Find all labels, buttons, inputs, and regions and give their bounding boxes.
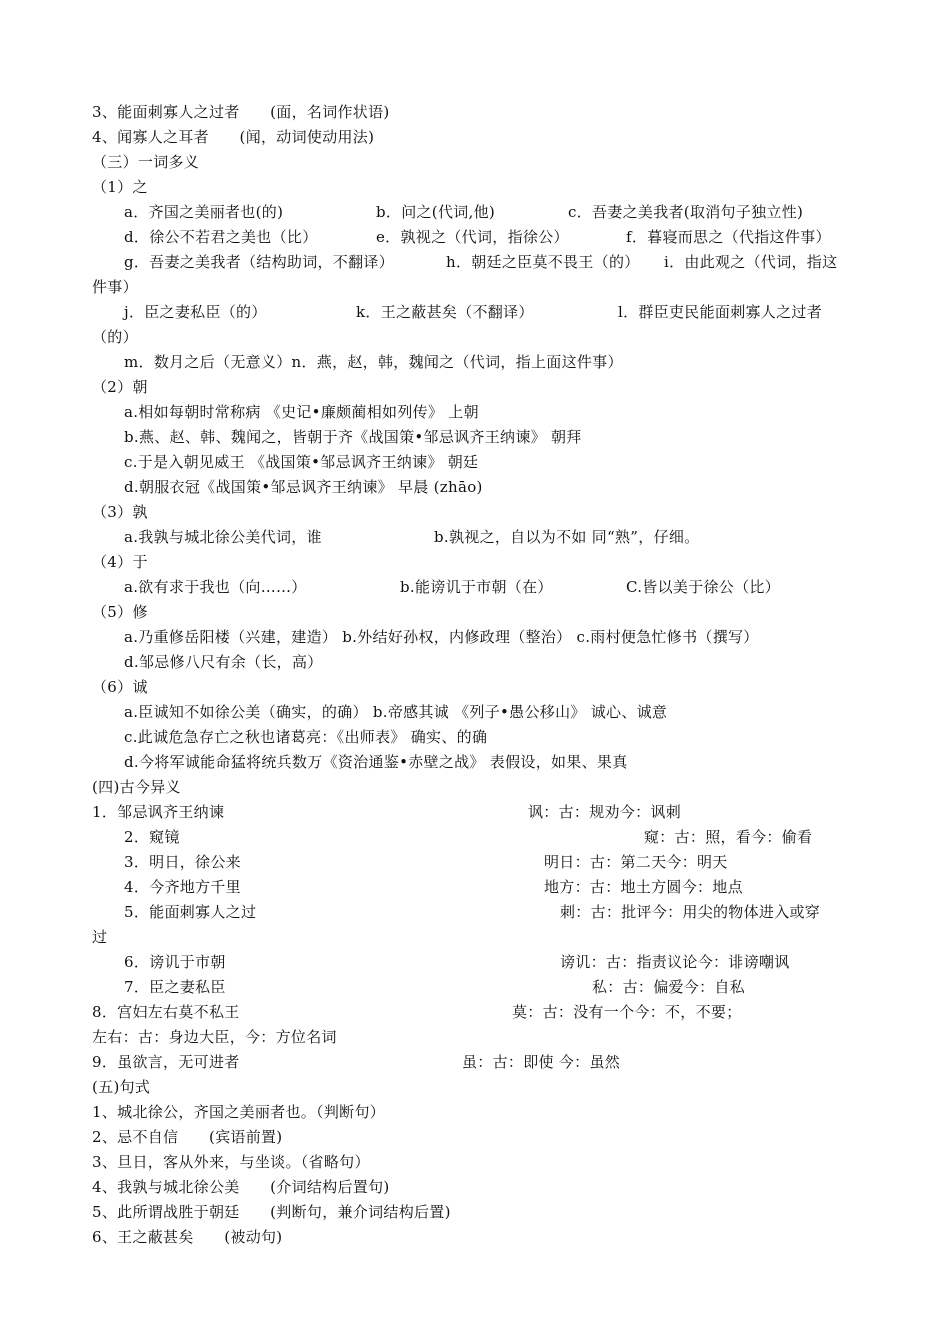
text-segment: k．王之蔽甚矣（不翻译）	[356, 303, 534, 321]
subsection-heading: （5）修	[92, 603, 148, 621]
text-segment: 3．明日，徐公来	[124, 853, 241, 871]
text-segment: 虽：古：即使 今：虽然	[462, 1053, 621, 1071]
text-segment: b.孰视之，自以为不如 同“熟”，仔细。	[434, 528, 700, 546]
text-line: c.于是入朝见威王 《战国策•邹忌讽齐王纳谏》 朝廷	[124, 453, 479, 471]
text-segment: 7．臣之妻私臣	[124, 978, 226, 996]
text-segment: 莫：古：没有一个今：不，不要；	[512, 1003, 742, 1021]
subsection-heading: （4）于	[92, 553, 148, 571]
text-segment: f．暮寝而思之（代指这件事）	[626, 228, 831, 246]
text-line: d.今将军诚能命猛将统兵数万《资治通鉴•赤壁之战》 表假设，如果、果真	[124, 753, 628, 771]
subsection-heading: （3）孰	[92, 503, 148, 521]
text-segment: i．由此观之（代词，指这	[664, 253, 838, 271]
text-segment: c．吾妻之美我者(取消句子独立性)	[568, 203, 804, 221]
text-segment: g．吾妻之美我者（结构助词，不翻译）	[124, 253, 395, 271]
text-line: c.此诚危急存亡之秋也诸葛亮：《出师表》 确实、的确	[124, 728, 488, 746]
text-line: （的）	[92, 328, 138, 346]
text-line: a.相如每朝时常称病 《史记•廉颇蔺相如列传》 上朝	[124, 403, 479, 421]
text-segment: 6．谤讥于市朝	[124, 953, 226, 971]
text-segment: C.皆以美于徐公（比）	[626, 578, 781, 596]
section-heading: （三）一词多义	[92, 153, 200, 171]
text-line: 4、我孰与城北徐公美 (介词结构后置句)	[92, 1178, 390, 1196]
subsection-heading: （6）诚	[92, 678, 148, 696]
text-segment: 1．邹忌讽齐王纳谏	[92, 803, 225, 821]
text-line: 左右：古：身边大臣，今：方位名词	[92, 1028, 337, 1046]
text-line: 5、此所谓战胜于朝廷 (判断句，兼介词结构后置)	[92, 1203, 451, 1221]
text-segment: e．孰视之（代词，指徐公）	[376, 228, 569, 246]
text-segment: 讽：古：规劝今：讽刺	[528, 803, 682, 821]
text-segment: a.欲有求于我也（向……）	[124, 578, 307, 596]
subsection-heading: （2）朝	[92, 378, 148, 396]
text-segment: 谤讥：古：指责议论今：诽谤嘲讽	[560, 953, 790, 971]
text-line: b.燕、赵、韩、魏闻之，皆朝于齐《战国策•邹忌讽齐王纳谏》 朝拜	[124, 428, 582, 446]
text-segment: 私：古：偏爱今：自私	[592, 978, 746, 996]
text-segment: 明日：古：第二天今：明天	[544, 853, 728, 871]
text-line: 件事）	[92, 278, 138, 296]
text-segment: 窥：古：照，看今：偷看	[644, 828, 813, 846]
text-segment: 刺：古：批评今：用尖的物体进入或穿	[560, 903, 821, 921]
subsection-heading: （1）之	[92, 178, 148, 196]
text-line: 4、闻寡人之耳者 (闻，动词使动用法)	[92, 128, 375, 146]
text-segment: b.能谤讥于市朝（在）	[400, 578, 553, 596]
text-segment: j．臣之妻私臣（的）	[124, 303, 267, 321]
text-line: 3、旦日，客从外来，与坐谈。（省略句）	[92, 1153, 370, 1171]
text-line: a.臣诚知不如徐公美（确实，的确） b.帝感其诚 《列子•愚公移山》 诚心、诚意	[124, 703, 668, 721]
text-segment: d．徐公不若君之美也（比）	[124, 228, 318, 246]
text-line: a.乃重修岳阳楼（兴建，建造） b.外结好孙权，内修政理（整治） c.雨村便急忙修书（撰写）	[124, 628, 759, 646]
text-segment: a．齐国之美丽者也(的)	[124, 203, 284, 221]
text-line: 6、王之蔽甚矣 (被动句)	[92, 1228, 283, 1246]
text-segment: l．群臣吏民能面刺寡人之过者	[618, 303, 822, 321]
text-line: 过	[92, 928, 108, 946]
text-line: d.朝服衣冠《战国策•邹忌讽齐王纳谏》 早晨 (zhāo)	[124, 478, 483, 496]
text-segment: 4．今齐地方千里	[124, 878, 241, 896]
text-line: d.邹忌修八尺有余（长，高）	[124, 653, 323, 671]
section-heading: (五)句式	[92, 1078, 151, 1096]
text-segment: 5．能面刺寡人之过	[124, 903, 257, 921]
text-segment: 8．宫妇左右莫不私王	[92, 1003, 240, 1021]
text-segment: 2．窥镜	[124, 828, 180, 846]
text-segment: a.我孰与城北徐公美代词，谁	[124, 528, 322, 546]
text-line: m．数月之后（无意义）n．燕，赵，韩，魏闻之（代词，指上面这件事）	[124, 353, 623, 371]
text-segment: h．朝廷之臣莫不畏王（的）	[446, 253, 640, 271]
text-segment: b．问之(代词,他)	[376, 203, 496, 221]
text-line: 1、城北徐公，齐国之美丽者也。（判断句）	[92, 1103, 386, 1121]
text-line: 2、忌不自信 (宾语前置)	[92, 1128, 283, 1146]
text-line: 3、能面刺寡人之过者 (面，名词作状语)	[92, 103, 390, 121]
text-segment: 地方：古：地土方圆今：地点	[544, 878, 743, 896]
text-segment: 9．虽欲言，无可进者	[92, 1053, 240, 1071]
section-heading: (四)古今异义	[92, 778, 181, 796]
